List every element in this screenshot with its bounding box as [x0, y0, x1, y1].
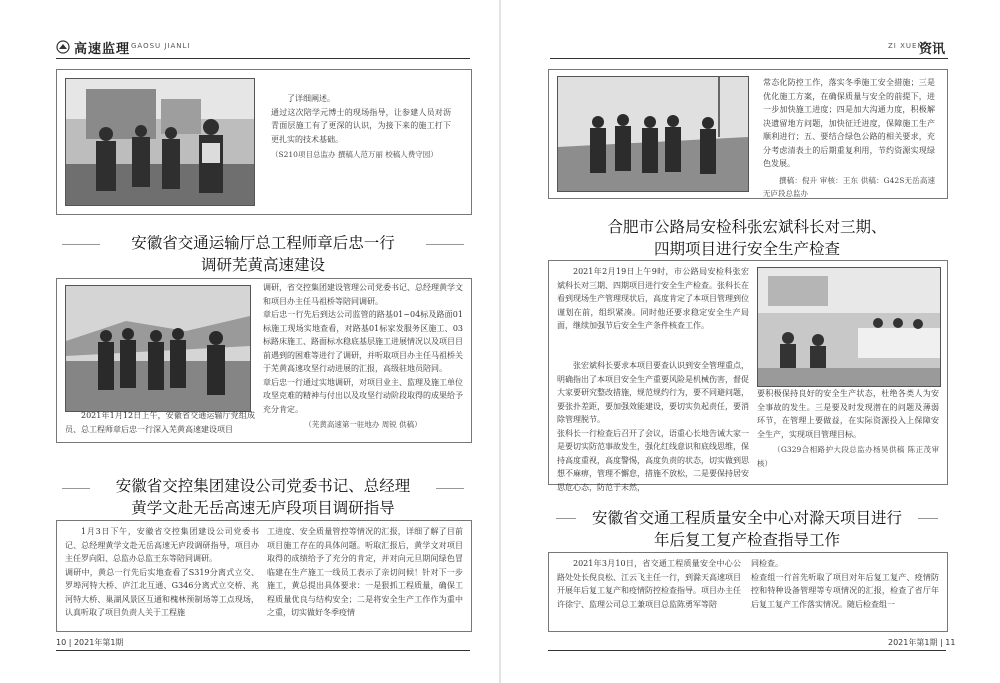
footer-rule	[548, 650, 946, 651]
right-article-2-byline: （G329合相路护大段总监办杨昊供稿 陈正茂审核）	[757, 445, 939, 468]
footer-rule	[56, 650, 470, 651]
right-article-2-headline-line1: 合肥市公路局安检科张宏斌科长对三期、	[607, 218, 887, 236]
right-article-2-headline	[570, 216, 924, 260]
section-title: 资讯	[919, 42, 946, 57]
article-2-byline: （芜黄高速第一驻地办 周锐 供稿）	[304, 420, 422, 429]
photo-illustration	[66, 286, 250, 411]
page-number-right: 2021年第1期 | 11	[888, 638, 956, 647]
header-rule	[550, 58, 948, 59]
right-article-2-lead	[557, 265, 749, 333]
article-2-text	[263, 281, 463, 432]
right-article-3-headline	[576, 507, 918, 551]
article-3-headline-line1: 安徽省交控集团建设公司党委书记、总经理	[115, 477, 411, 495]
article-2-lead	[65, 409, 255, 436]
article-1-body: 了详细阐述。 通过这次陪学元博士的现场指导，让参建人员对沥青面层施工有了更深的认识，为接下来的施工打下更扎实的技术基础。	[271, 94, 451, 144]
photo-illustration	[758, 268, 940, 386]
article-box-1	[56, 69, 472, 215]
right-article-2-lead-text: 2021年2月19日上午9时，市公路局安检科张宏斌科长对三期、四期项目进行安全生产检查。张科长在看到现场生产管理现状后，高度肯定了本项目管理到位谨划在前，组织紧凑。同时他还要求稳定安全生产局面，继续加强节后安全生产条件核查工作。	[557, 267, 749, 330]
magazine-logo-icon	[56, 40, 70, 54]
right-article-3-col2-text: 同检查。 检查组一行首先听取了项目对年后复工复产、疫情防控和特种设备管理等专项情况的汇报，检查了省厅年后复工复产工作落实情况。随后检查组一	[751, 559, 939, 609]
right-article-box-3	[548, 552, 948, 632]
right-article-2-col2	[757, 387, 939, 470]
article-2-headline	[100, 232, 426, 276]
article-3-headline	[90, 475, 436, 519]
right-article-3-col2	[751, 557, 939, 611]
right-article-2-headline-line2: 四期项目进行安全生产检查	[653, 240, 840, 258]
right-article-1-text	[763, 76, 935, 201]
right-article-2-col2-text: 要积极保持良好的安全生产状态，杜绝各类人为安全事故的发生。三是要及时发现潜在的问题及薄弱环节，在管理上要做益，在实际资源投入上保障安全生产，实现项目管理目标。	[757, 389, 939, 439]
article-3-headline-line2: 黄学文赴无岳高速无庐段项目调研指导	[131, 499, 395, 517]
photo-illustration	[558, 77, 748, 191]
right-article-3-col1-text: 2021年3月10日，省交通工程质量安全中心公路处处长倪良松、江云飞主任一行，到滁天高速项目开展年后复工复产和疫情防控检查指导。项目办主任许徐宁、监理公司总工兼项目总监陈勇军等陪	[557, 559, 741, 609]
article-1-text	[271, 92, 451, 162]
inspection-photo	[65, 285, 251, 412]
magazine-subtitle: GAOSU JIANLI	[131, 42, 191, 50]
article-2-body: 调研，省交控集团建设管理公司党委书记、总经理黄学文和项目办主任马祖桥等陪同调研。 章后忠一行先后到达公司监管的路基01~04标及路面01标施工现场实地查看，对路基01标家发服务区施工、03标路床施工、路面标水稳底基层施工进展情况以及项目目前遇到的困难等进行了调研，并听取项目办主任马祖桥关于芜黄高速攻坚行动进展的汇报，高级驻地员陪同。 章后忠一行通过实地调研，对项目业主、监理及施工单位攻坚克难的精神与付出以及攻坚行动阶段取得的成果给予充分肯定。	[263, 283, 463, 414]
article-3-col1-text: 1月3日下午，安徽省交控集团建设公司党委书记、总经理黄学文赴无岳高速无庐段调研指导，项目办主任罗向阳、总监办总监王东等陪同调研。 调研中，黄总一行先后实地查看了S319分离式立交、罗埠河特大桥、庐江北互通、G346分离式立交桥、兆河特大桥、巢湖风景区互通和槐林预制场等工点现场，认真听取了项目负责人关于工程施	[65, 527, 259, 617]
site-meeting-photo	[557, 76, 749, 192]
header-rule	[56, 58, 470, 59]
right-article-2-body	[557, 359, 749, 494]
construction-site-photo	[65, 78, 255, 206]
article-box-2	[56, 278, 472, 443]
article-3-col2-text: 工进度、安全质量管控等情况的汇报，详细了解了目前项目施工存在的具体问题。听取汇报后，黄学文对项目取得的成绩给予了充分的肯定，并对向元旦期间绿色冒临建在生产施工一线员工表示了亲切问候！针对下一步施工，黄总提出具体要求：一是狠抓工程质量，确保工程质量优良与结构安全；二是将安全生产工作作为重中之重，切实做好冬季疫情	[267, 527, 463, 617]
photo-illustration	[66, 79, 254, 205]
article-2-headline-line1: 安徽省交通运输厅总工程师章后忠一行	[131, 234, 395, 252]
article-1-byline: （S210项目总监办 撰稿人范万丽 校稿人费守园）	[271, 150, 438, 159]
page-number-left: 10 | 2021年第1期	[56, 638, 124, 647]
magazine-title: 高速监理	[74, 42, 131, 57]
article-3-col1	[65, 525, 259, 620]
article-3-col2	[267, 525, 463, 620]
right-article-box-1	[548, 69, 948, 199]
article-2-lead-text: 2021年1月12日上午，安徽省交通运输厅党组成员、总工程师章后忠一行深入芜黄高速建设项目	[65, 411, 255, 434]
right-article-1-body: 常态化防控工作，落实冬季施工安全措施；三是优化施工方案，在确保质量与安全的前提下，进一步加快施工进度；四是加大沟通力度，积极解决遗留地方问题，加快征迁进度，保障施工生产顺利进行；五、要结合绿色公路的相关要求，充分考虑清表土的后期重复利用，节约资源实现绿色发展。	[763, 78, 935, 168]
right-article-1-byline: 撰稿：倪升 审核：王东 供稿：G42S无岳高速无庐段总监办	[763, 175, 935, 198]
right-article-2-body-text: 张宏斌科长要求本项目要查认识到安全管理重点，明确指出了本项目安全生产重要风险是机械伤害，督促大家要研究整改措施，规范规约行为，要不同避问题，要张扑差距，要加强效能建设，要切实负起责任，要消除管理脱节。 张科长一行检查后召开了会议，语重心长地告诫大家一是要切实防范事故发生，强化红线意识和底线思维，保持高度重视，高度警惕，高度负责的状态，切实做到思想不麻痹，管理不懈怠，措施不放松，二是要保持居安思危心态，防范于未然，	[557, 361, 749, 492]
meeting-room-photo	[757, 267, 941, 387]
article-box-3	[56, 520, 472, 632]
right-article-box-2	[548, 260, 948, 492]
section-subtitle: ZI XUEN	[888, 42, 924, 50]
right-article-3-headline-line2: 年后复工复产检查指导工作	[653, 531, 840, 549]
right-article-3-headline-line1: 安徽省交通工程质量安全中心对滁天项目进行	[591, 509, 902, 527]
right-article-3-col1	[557, 557, 741, 611]
article-2-headline-line2: 调研芜黄高速建设	[200, 256, 325, 274]
